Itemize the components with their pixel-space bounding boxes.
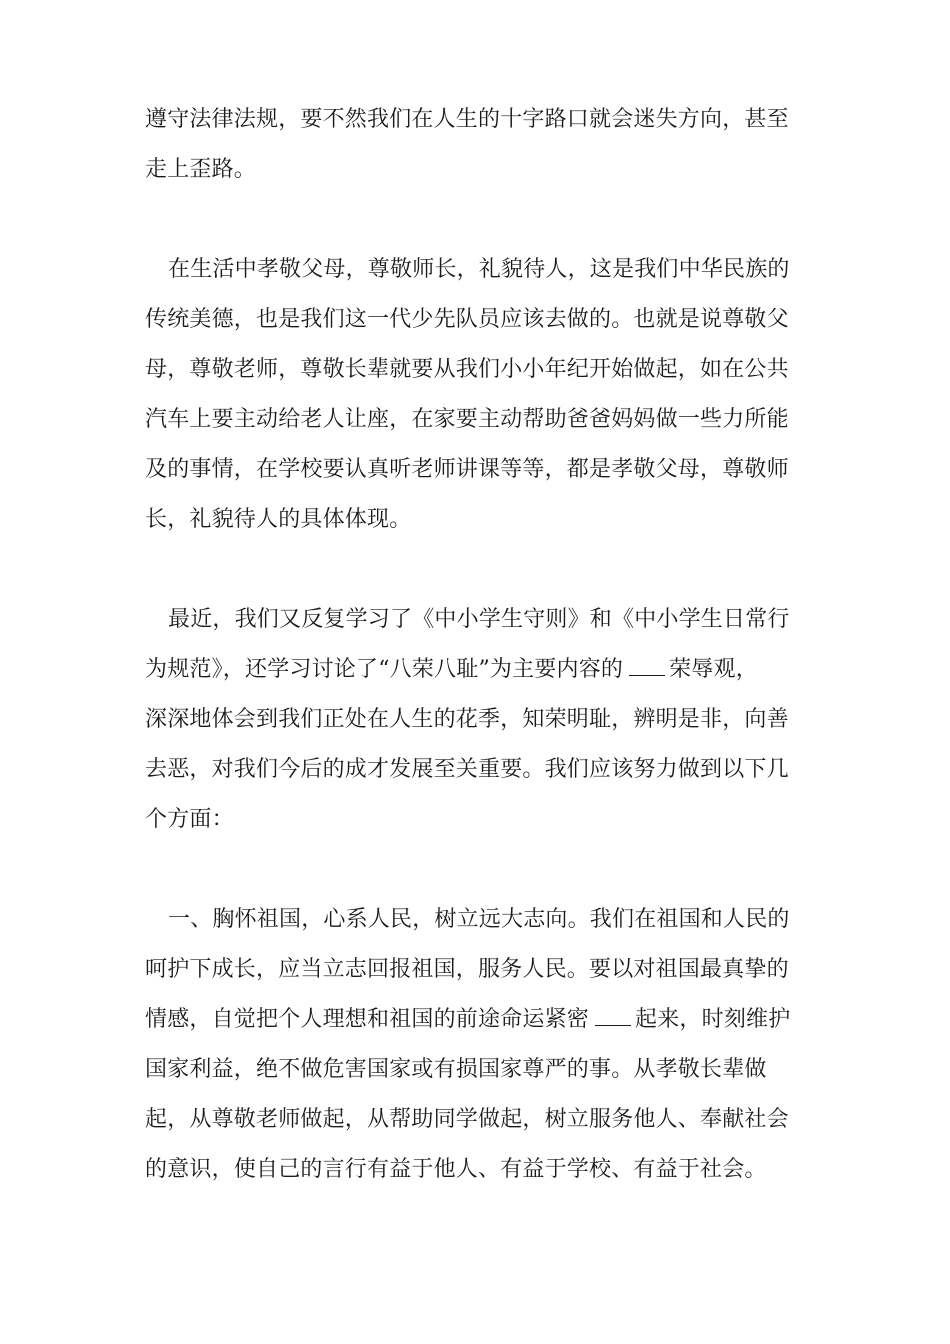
text-segment: 为规范》，还学习讨论了“八荣八耻”为主要内容的 <box>145 657 624 682</box>
text-line: 最近，我们又反复学习了《中小学生守则》和《中小学生日常行 <box>168 607 790 632</box>
text-segment: 起来，时刻维护 <box>635 1007 791 1032</box>
fill-in-blank <box>629 657 665 676</box>
text-line <box>145 1006 790 1034</box>
text-line: 个方面： <box>145 807 234 832</box>
text-line: 在生活中孝敬父母，尊敬师长，礼貌待人，这是我们中华民族的 <box>168 257 790 282</box>
fill-in-blank <box>595 1007 631 1026</box>
text-line: 一、胸怀祖国，心系人民，树立远大志向。我们在祖国和人民的 <box>168 907 790 932</box>
text-line: 去恶，对我们今后的成才发展至关重要。我们应该努力做到以下几 <box>145 757 789 782</box>
text-line: 的意识，使自己的言行有益于他人、有益于学校、有益于社会。 <box>145 1157 767 1182</box>
text-line: 母，尊敬老师，尊敬长辈就要从我们小小年纪开始做起，如在公共 <box>145 357 789 382</box>
text-segment: 荣辱观， <box>669 657 758 682</box>
text-line: 遵守法律法规，要不然我们在人生的十字路口就会迷失方向，甚至 <box>145 107 789 132</box>
text-line: 国家利益，绝不做危害国家或有损国家尊严的事。从孝敬长辈做 <box>145 1057 767 1082</box>
text-line: 走上歪路。 <box>145 157 257 182</box>
text-line: 及的事情，在学校要认真听老师讲课等等，都是孝敬父母，尊敬师 <box>145 457 789 482</box>
text-segment: 情感，自觉把个人理想和祖国的前途命运紧密 <box>145 1007 590 1032</box>
text-line <box>145 656 758 684</box>
text-line: 汽车上要主动给老人让座，在家要主动帮助爸爸妈妈做一些力所能 <box>145 407 789 432</box>
text-line: 传统美德，也是我们这一代少先队员应该去做的。也就是说尊敬父 <box>145 307 789 332</box>
text-line: 起，从尊敬老师做起，从帮助同学做起，树立服务他人、奉献社会 <box>145 1107 789 1132</box>
text-line: 深深地体会到我们正处在人生的花季，知荣明耻，辨明是非，向善 <box>145 707 789 732</box>
text-line: 呵护下成长，应当立志回报祖国，服务人民。要以对祖国最真挚的 <box>145 957 789 982</box>
text-line: 长，礼貌待人的具体体现。 <box>145 507 412 532</box>
